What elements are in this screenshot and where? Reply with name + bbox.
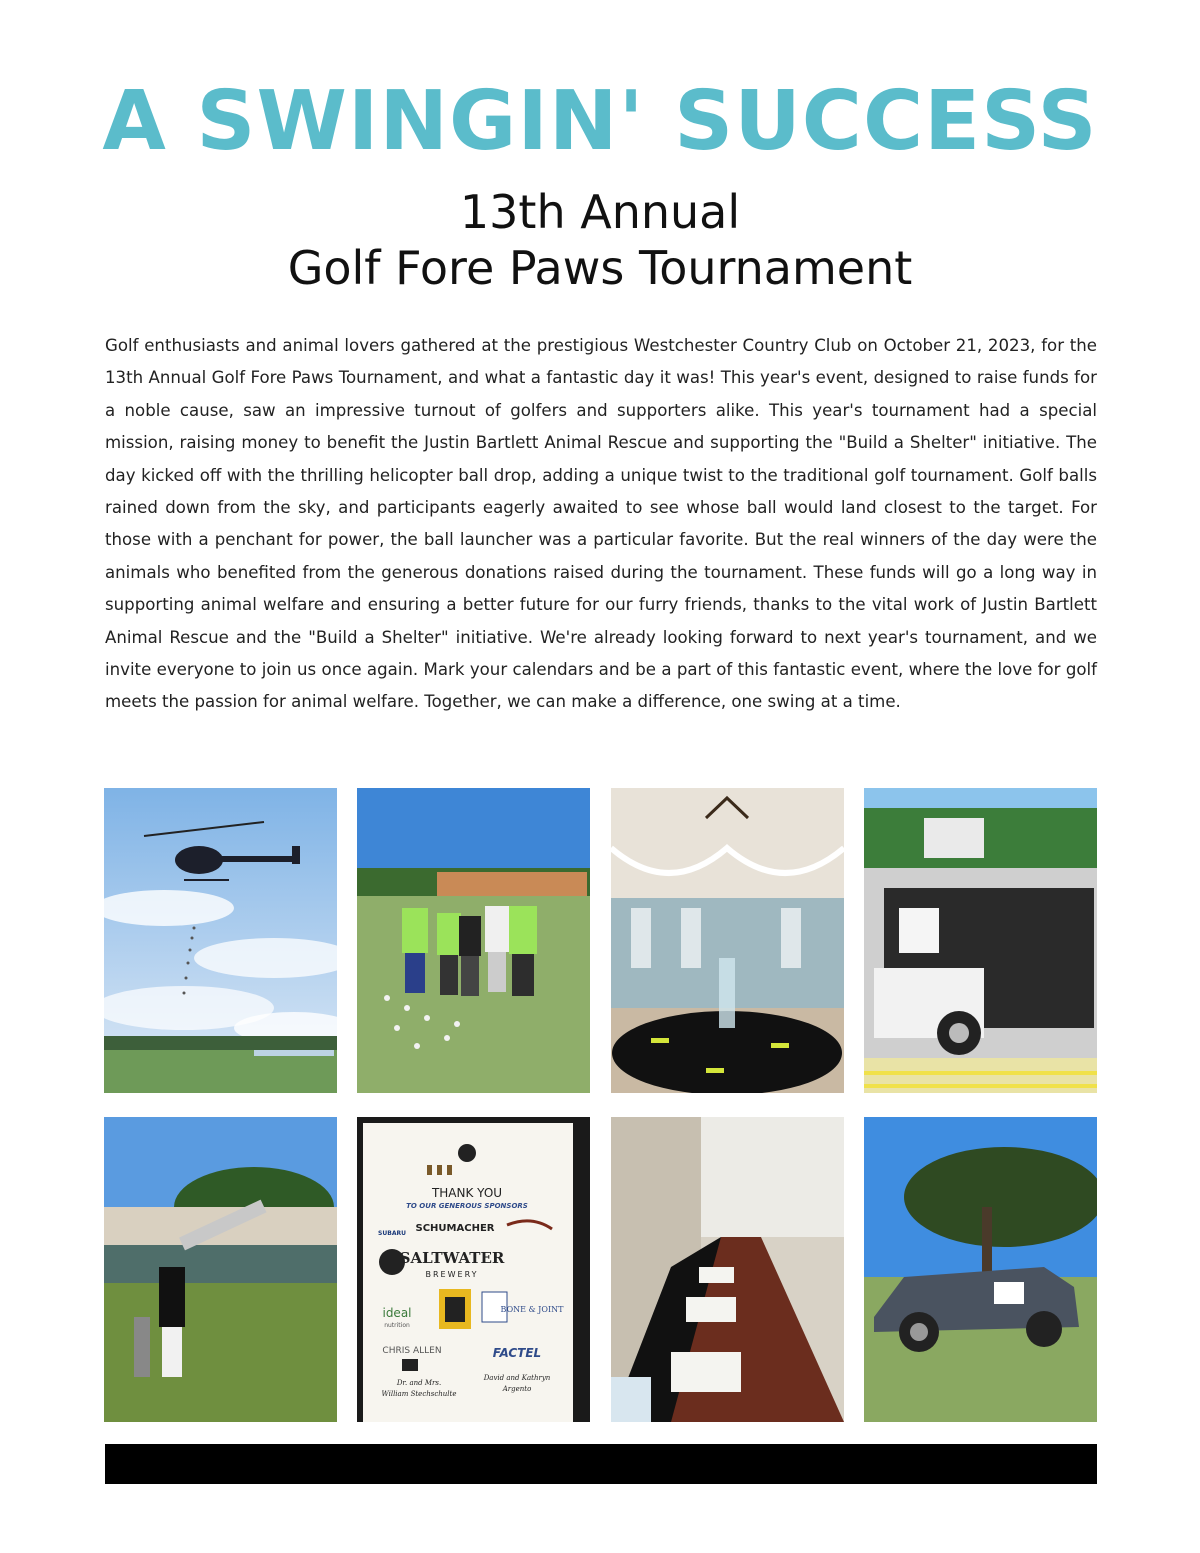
photo-silent-auction-tables	[611, 1117, 844, 1422]
photo-banquet-hall	[611, 788, 844, 1093]
sponsor-subaru: SUBARU	[378, 1230, 406, 1237]
subtitle-line-2: Golf Fore Paws Tournament	[287, 241, 913, 295]
rescue-logo-icon	[458, 1144, 476, 1162]
photo-sponsor-sign	[357, 1117, 590, 1422]
sponsors-subheading: TO OUR GENEROUS SPONSORS	[406, 1202, 528, 1210]
sponsor-brewery: BREWERY	[425, 1270, 479, 1279]
photo-subaru-car	[864, 1117, 1097, 1422]
photo-golfers-group	[357, 788, 590, 1093]
sponsor-schumacher: SCHUMACHER	[415, 1223, 495, 1234]
donor-2-line-2: Argento	[502, 1385, 532, 1393]
sponsor-saltwater: SALTWATER	[399, 1249, 505, 1267]
headline: A SWINGIN' SUCCESS	[102, 74, 1098, 169]
photo-helicopter-ball-drop	[104, 788, 337, 1093]
sponsor-bone-joint: BONE & JOINT	[500, 1305, 564, 1314]
sponsor-chris-allen: CHRIS ALLEN	[382, 1346, 442, 1356]
subtitle-line-1: 13th Annual	[459, 185, 741, 239]
photo-golf-carts	[864, 788, 1097, 1093]
thank-you-text: THANK YOU	[431, 1186, 503, 1200]
sponsor-factel: FACTEL	[492, 1346, 542, 1360]
donor-1-line-2: William Stechschulte	[381, 1390, 457, 1398]
footer-bar	[105, 1444, 1097, 1484]
photo-ball-launcher	[104, 1117, 337, 1422]
sponsor-ideal: ideal	[382, 1306, 412, 1320]
donor-1-line-1: Dr. and Mrs.	[396, 1379, 442, 1387]
sponsor-sign	[357, 1117, 590, 1422]
article-body: Golf enthusiasts and animal lovers gathered at the prestigious Westchester Country Club on October 21, 2023, for the 13th Annual Golf Fore Paws Tournament, and what a fantastic day it was! This year's event, designed to raise funds for a noble cause, saw an impressive turnout of golfers and supporters alike. This year's tournament had a special mission, raising money to benefit the Justin Bartlett Animal Rescue and supporting the "Build a Shelter" initiative. The day kicked off with the thrilling helicopter ball drop, adding a unique twist to the traditional golf tournament. Golf balls rained down from the sky, and participants eagerly awaited to see whose ball would land closest to the target. For those with a penchant for power, the ball launcher was a particular favorite. But the real winners of the day were the animals who benefited from the generous donations raised during the tournament. These funds will go a long way in supporting animal welfare and ensuring a better future for our furry friends, thanks to the vital work of Justin Bartlett Animal Rescue and the "Build a Shelter" initiative. We're already looking forward to next year's tournament, and we invite everyone to join us once again. Mark your calendars and be a part of this fantastic event, where the love for golf meets the passion for animal welfare. Together, we can make a difference, one swing at a time.	[105, 336, 1097, 712]
donor-2-line-1: David and Kathryn	[483, 1374, 551, 1382]
sponsor-nutrition: nutrition	[384, 1322, 410, 1329]
